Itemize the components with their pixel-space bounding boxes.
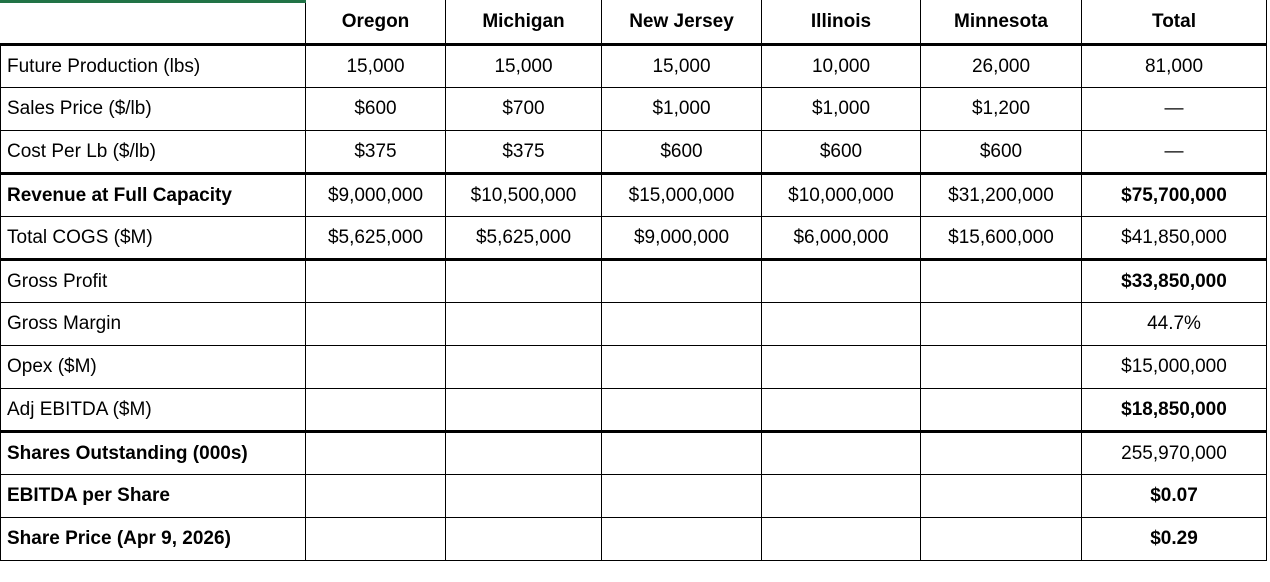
table-cell[interactable] <box>446 346 602 389</box>
table-cell[interactable]: $375 <box>306 131 446 174</box>
table-cell[interactable] <box>602 303 762 346</box>
column-header-new-jersey[interactable]: New Jersey <box>602 1 762 45</box>
row-label[interactable]: Gross Profit <box>1 260 306 303</box>
row-label[interactable]: Revenue at Full Capacity <box>1 174 306 217</box>
table-cell[interactable] <box>602 475 762 518</box>
table-cell[interactable]: $1,200 <box>921 88 1082 131</box>
table-cell[interactable] <box>602 389 762 432</box>
table-cell[interactable]: $10,500,000 <box>446 174 602 217</box>
table-cell[interactable] <box>446 432 602 475</box>
column-header-michigan[interactable]: Michigan <box>446 1 602 45</box>
table-row-cost-per-lb <box>1 131 1267 174</box>
total-cell[interactable]: 255,970,000 <box>1082 432 1267 475</box>
total-cell[interactable]: $18,850,000 <box>1082 389 1267 432</box>
total-cell[interactable]: $0.29 <box>1082 518 1267 561</box>
table-cell[interactable] <box>602 346 762 389</box>
table-row-future-production <box>1 45 1267 88</box>
total-cell[interactable]: $75,700,000 <box>1082 174 1267 217</box>
total-cell[interactable]: $33,850,000 <box>1082 260 1267 303</box>
table-cell[interactable]: $600 <box>921 131 1082 174</box>
table-cell[interactable]: $600 <box>762 131 921 174</box>
table-cell[interactable]: $9,000,000 <box>306 174 446 217</box>
total-cell[interactable]: $15,000,000 <box>1082 346 1267 389</box>
table-row-share-price <box>1 518 1267 561</box>
table-cell[interactable] <box>762 389 921 432</box>
table-cell[interactable]: 15,000 <box>446 45 602 88</box>
table-cell[interactable]: 26,000 <box>921 45 1082 88</box>
table-cell[interactable] <box>921 346 1082 389</box>
column-header-illinois[interactable]: Illinois <box>762 1 921 45</box>
table-row-ebitda-per-share <box>1 475 1267 518</box>
table-cell[interactable] <box>921 475 1082 518</box>
table-cell[interactable]: $5,625,000 <box>446 217 602 260</box>
table-cell[interactable]: 10,000 <box>762 45 921 88</box>
table-row-sales-price <box>1 88 1267 131</box>
column-header-total[interactable]: Total <box>1082 1 1267 45</box>
table-row-opex <box>1 346 1267 389</box>
table-row-revenue <box>1 174 1267 217</box>
table-row-total-cogs <box>1 217 1267 260</box>
table-cell[interactable]: $9,000,000 <box>602 217 762 260</box>
table-cell[interactable] <box>921 389 1082 432</box>
table-cell[interactable] <box>306 260 446 303</box>
row-label[interactable]: Share Price (Apr 9, 2026) <box>1 518 306 561</box>
table-cell[interactable] <box>921 260 1082 303</box>
total-cell[interactable]: — <box>1082 131 1267 174</box>
table-cell[interactable] <box>762 475 921 518</box>
total-cell[interactable]: — <box>1082 88 1267 131</box>
table-cell[interactable] <box>306 475 446 518</box>
table-cell[interactable]: $1,000 <box>762 88 921 131</box>
row-label[interactable]: EBITDA per Share <box>1 475 306 518</box>
table-row-gross-profit <box>1 260 1267 303</box>
row-label[interactable]: Total COGS ($M) <box>1 217 306 260</box>
table-cell[interactable]: $375 <box>446 131 602 174</box>
table-cell[interactable] <box>446 260 602 303</box>
table-cell[interactable] <box>921 518 1082 561</box>
table-cell[interactable] <box>762 303 921 346</box>
table-cell[interactable]: $6,000,000 <box>762 217 921 260</box>
table-cell[interactable] <box>602 518 762 561</box>
total-cell[interactable]: $0.07 <box>1082 475 1267 518</box>
table-cell[interactable] <box>446 303 602 346</box>
table-row-gross-margin <box>1 303 1267 346</box>
total-cell[interactable]: 81,000 <box>1082 45 1267 88</box>
table-cell[interactable]: $700 <box>446 88 602 131</box>
table-cell[interactable] <box>602 260 762 303</box>
column-header-minnesota[interactable]: Minnesota <box>921 1 1082 45</box>
table-cell[interactable] <box>306 432 446 475</box>
table-cell[interactable] <box>921 303 1082 346</box>
table-cell[interactable] <box>602 432 762 475</box>
table-cell[interactable]: $15,000,000 <box>602 174 762 217</box>
row-label[interactable]: Cost Per Lb ($/lb) <box>1 131 306 174</box>
table-cell[interactable]: $15,600,000 <box>921 217 1082 260</box>
table-cell[interactable] <box>762 260 921 303</box>
row-label[interactable]: Sales Price ($/lb) <box>1 88 306 131</box>
row-label[interactable]: Adj EBITDA ($M) <box>1 389 306 432</box>
table-cell[interactable]: 15,000 <box>602 45 762 88</box>
row-label[interactable]: Opex ($M) <box>1 346 306 389</box>
table-cell[interactable] <box>446 389 602 432</box>
table-cell[interactable] <box>762 432 921 475</box>
table-cell[interactable]: $600 <box>306 88 446 131</box>
table-cell[interactable] <box>306 346 446 389</box>
row-label[interactable]: Gross Margin <box>1 303 306 346</box>
table-cell[interactable] <box>446 518 602 561</box>
header-corner-cell[interactable] <box>1 1 306 45</box>
table-cell[interactable] <box>446 475 602 518</box>
table-cell[interactable]: $10,000,000 <box>762 174 921 217</box>
table-row-adj-ebitda <box>1 389 1267 432</box>
table-cell[interactable] <box>306 389 446 432</box>
table-cell[interactable] <box>921 432 1082 475</box>
total-cell[interactable]: $41,850,000 <box>1082 217 1267 260</box>
total-cell[interactable]: 44.7% <box>1082 303 1267 346</box>
selected-cell-indicator <box>0 0 306 3</box>
table-cell[interactable] <box>306 303 446 346</box>
table-cell[interactable]: $600 <box>602 131 762 174</box>
row-label[interactable]: Shares Outstanding (000s) <box>1 432 306 475</box>
table-row-shares-outstanding <box>1 432 1267 475</box>
header-row <box>1 1 1267 45</box>
table-cell[interactable] <box>306 518 446 561</box>
table-cell[interactable] <box>762 518 921 561</box>
row-label[interactable]: Future Production (lbs) <box>1 45 306 88</box>
table-cell[interactable]: $31,200,000 <box>921 174 1082 217</box>
table-cell[interactable] <box>762 346 921 389</box>
column-header-oregon[interactable]: Oregon <box>306 1 446 45</box>
table-cell[interactable]: 15,000 <box>306 45 446 88</box>
table-cell[interactable]: $1,000 <box>602 88 762 131</box>
table-cell[interactable]: $5,625,000 <box>306 217 446 260</box>
